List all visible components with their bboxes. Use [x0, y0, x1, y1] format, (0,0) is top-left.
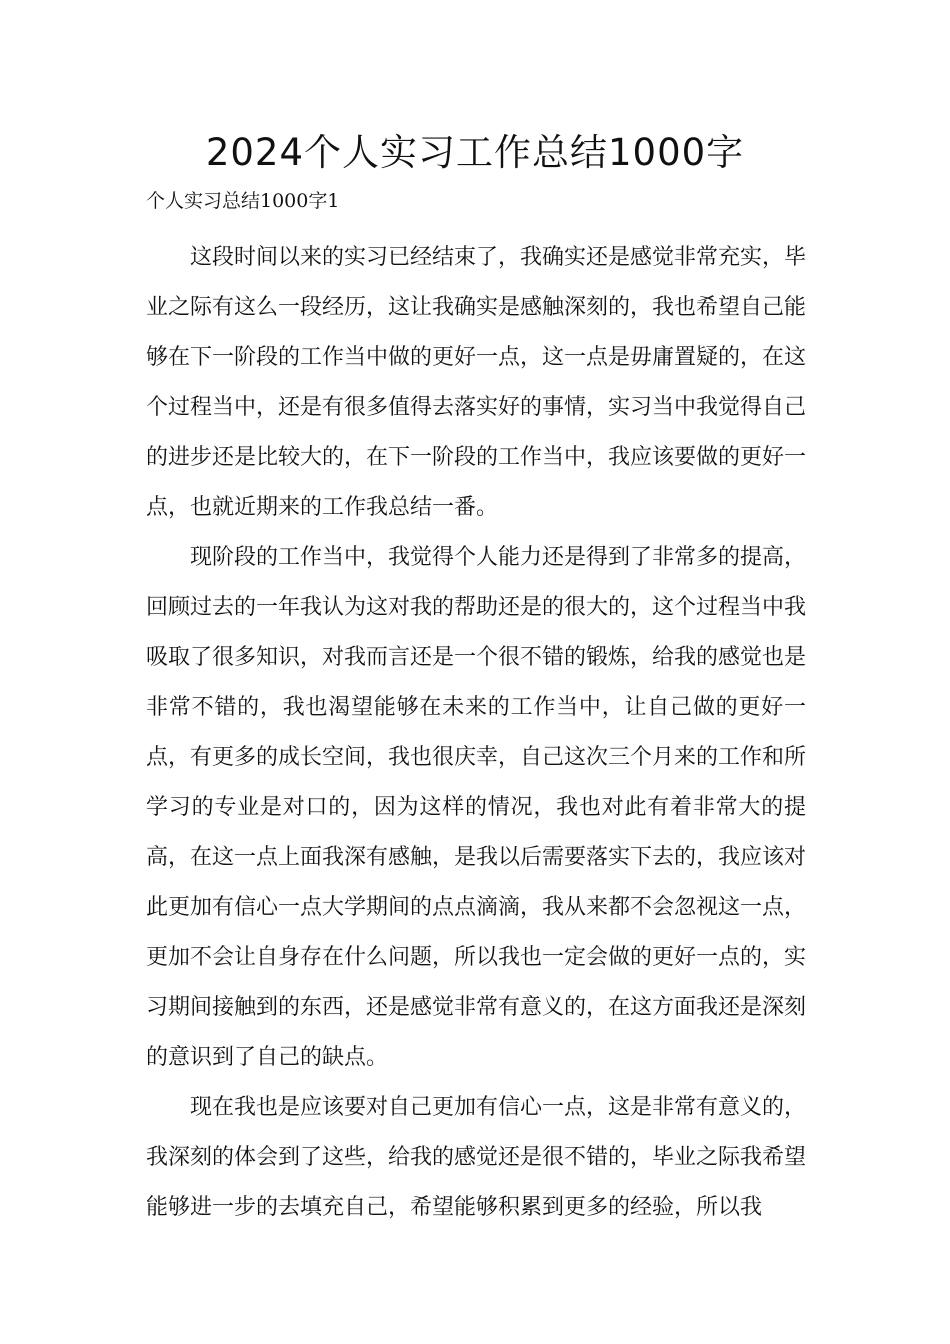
document-body — [146, 233, 806, 1233]
paragraph-1: 这段时间以来的实习已经结束了，我确实还是感觉非常充实，毕业之际有这么一段经历，这让我确实是感触深刻的，我也希望自己能够在下一阶段的工作当中做的更好一点，这一点是毋庸置疑的，在这个过程当中，还是有很多值得去落实好的事情，实习当中我觉得自己的进步还是比较大的，在下一阶段的工作当中，我应该要做的更好一点，也就近期来的工作我总结一番。 — [146, 245, 807, 520]
paragraph-3: 现在我也是应该要对自己更加有信心一点，这是非常有意义的，我深刻的体会到了这些，给我的感觉还是很不错的，毕业之际我希望能够进一步的去填充自己，希望能够积累到更多的经验，所以我 — [146, 1095, 807, 1220]
paragraph-2: 现阶段的工作当中，我觉得个人能力还是得到了非常多的提高，回顾过去的一年我认为这对我的帮助还是的很大的，这个过程当中我吸取了很多知识，对我而言还是一个很不错的锻炼，给我的感觉也是非常不错的，我也渴望能够在未来的工作当中，让自己做的更好一点，有更多的成长空间，我也很庆幸，自己这次三个月来的工作和所学习的专业是对口的，因为这样的情况，我也对此有着非常大的提高，在这一点上面我深有感触，是我以后需要落实下去的，我应该对此更加有信心一点大学期间的点点滴滴，我从来都不会忽视这一点，更加不会让自身存在什么问题，所以我也一定会做的更好一点的，实习期间接触到的东西，还是感觉非常有意义的，在这方面我还是深刻的意识到了自己的缺点。 — [146, 545, 807, 1070]
section-subtitle: 个人实习总结1000字1 — [146, 190, 340, 212]
document-title: 2024个人实习工作总结1000字 — [205, 131, 745, 174]
